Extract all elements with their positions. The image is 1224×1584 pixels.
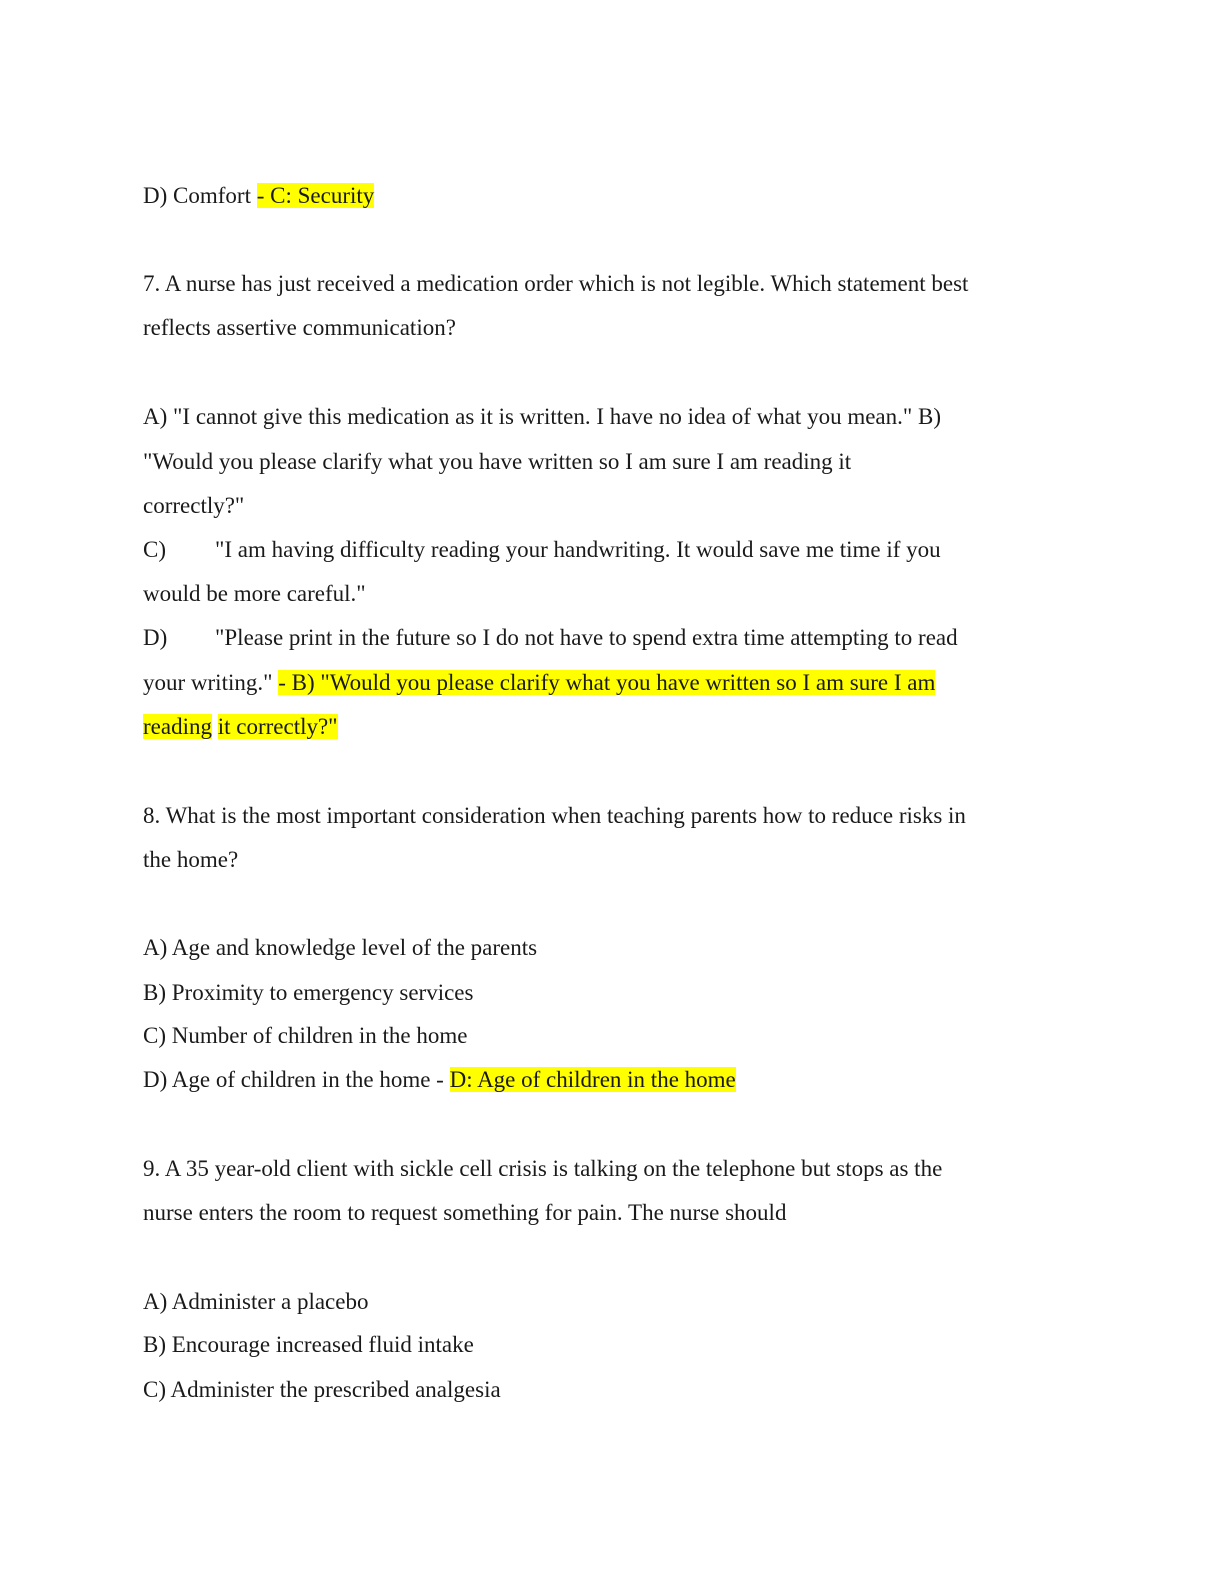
q6-answer-highlight: - C: Security [256,183,375,208]
q7-option-d-text: "Please print in the future so I do not have to spend extra time attempting to read [215,625,958,650]
q7-answer-line-2 [143,712,338,742]
q7-option-c-line-1 [143,535,941,565]
q8-option-d-text: D) Age of children in the home - [143,1067,450,1092]
q7-option-d-line-1 [143,623,958,653]
q7-option-c-label: C) [143,537,166,562]
q7-option-d-label: D) [143,625,168,650]
q7-option-b-line-1: "Would you please clarify what you have written so I am sure I am reading it [143,449,852,474]
q8-option-c: C) Number of children in the home [143,1023,468,1048]
q6-option-d [143,181,374,211]
q7-option-d-line-2 [143,668,935,698]
q7-option-a: A) "I cannot give this medication as it is written. I have no idea of what you mean." B) [143,404,942,429]
q9-stem-line-1: 9. A 35 year-old client with sickle cell crisis is talking on the telephone but stops as the [143,1156,943,1181]
q8-option-d [143,1065,736,1095]
q9-option-b: B) Encourage increased fluid intake [143,1332,474,1357]
q8-option-b: B) Proximity to emergency services [143,980,474,1005]
q9-option-a: A) Administer a placebo [143,1289,369,1314]
q8-stem-line-2: the home? [143,847,239,872]
q6-option-d-text: D) Comfort [143,183,257,208]
q7-option-c-line-2: would be more careful." [143,581,366,606]
q8-answer-highlight: D: Age of children in the home [449,1067,736,1092]
q8-option-a: A) Age and knowledge level of the parents [143,935,538,960]
q7-option-c-text: "I am having difficulty reading your handwriting. It would save me time if you [215,537,941,562]
q9-stem-line-2: nurse enters the room to request something for pain. The nurse should [143,1200,787,1225]
q7-stem-line-1: 7. A nurse has just received a medication order which is not legible. Which statement best [143,271,969,296]
q7-option-d-text-2: your writing." [143,670,279,695]
q7-stem-line-2: reflects assertive communication? [143,315,456,340]
q7-answer-highlight-2a: reading [143,714,212,739]
q7-option-b-line-2: correctly?" [143,493,245,518]
q9-option-c: C) Administer the prescribed analgesia [143,1377,501,1402]
q7-answer-highlight-1: - B) "Would you please clarify what you have written so I am sure I am [278,670,936,695]
q7-answer-highlight-2b: it correctly?" [217,714,338,739]
q8-stem-line-1: 8. What is the most important consideration when teaching parents how to reduce risks in [143,803,966,828]
